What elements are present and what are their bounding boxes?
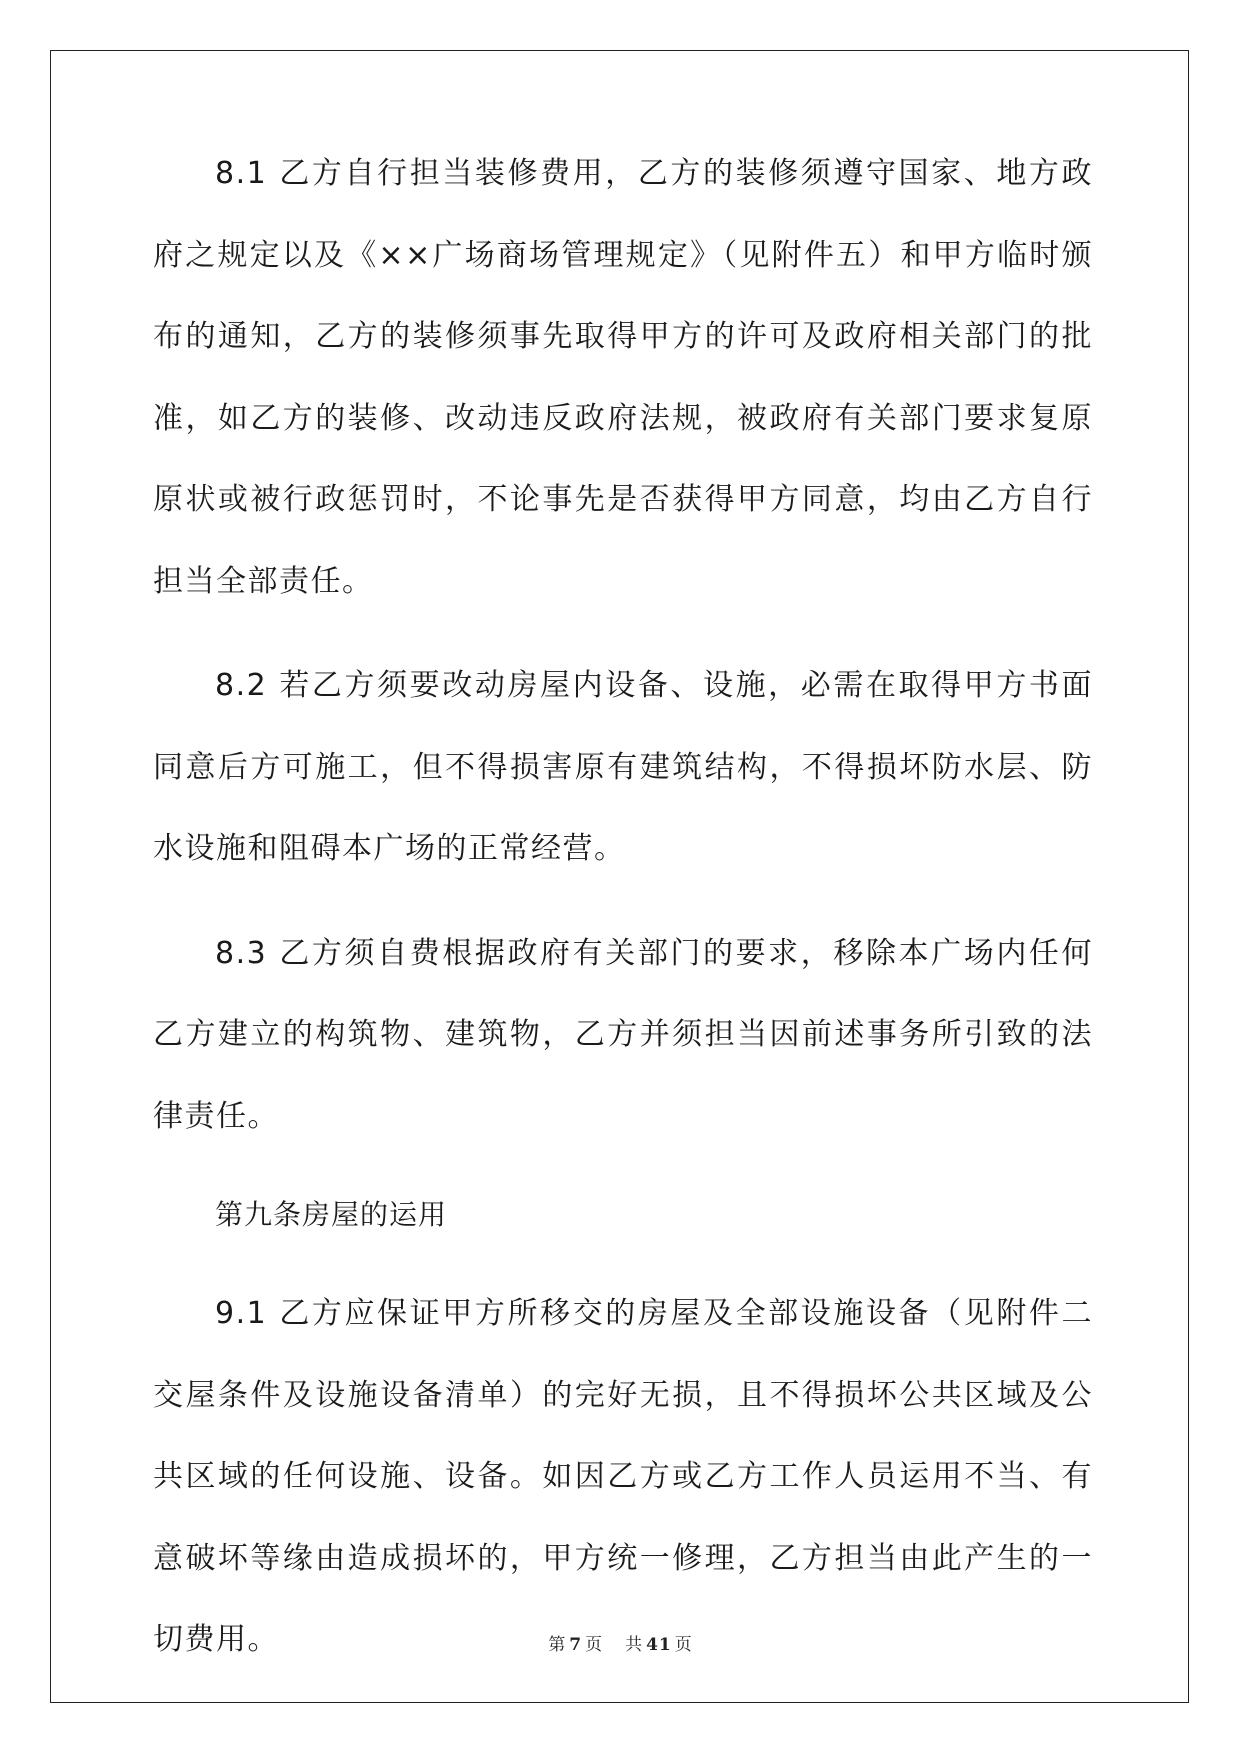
page-footer <box>0 1630 1241 1655</box>
paragraph-8-1: 8.1 乙方自行担当装修费用，乙方的装修须遵守国家、地方政府之规定以及《××广场商场管理规定》（见附件五）和甲方临时颁布的通知，乙方的装修须事先取得甲方的许可及政府相关部门的批准，如乙方的装修、改动违反政府法规，被政府有关部门要求复原原状或被行政惩罚时，不论事先是否获得甲方同意，均由乙方自行担当全部责任。 <box>153 156 1093 599</box>
paragraph-8-3: 8.3 乙方须自费根据政府有关部门的要求，移除本广场内任何乙方建立的构筑物、建筑物，乙方并须担当因前述事务所引致的法律责任。 <box>153 935 1093 1134</box>
page-number: 7 <box>569 1635 583 1655</box>
page-prefix: 第 <box>548 1635 567 1655</box>
total-pages: 41 <box>646 1635 672 1655</box>
total-prefix: 共 <box>625 1635 644 1655</box>
total-suffix: 页 <box>674 1635 693 1655</box>
page-suffix: 页 <box>585 1635 604 1655</box>
paragraph-8-2: 8.2 若乙方须要改动房屋内设备、设施，必需在取得甲方书面同意后方可施工，但不得损害原有建筑结构，不得损坏防水层、防水设施和阻碍本广场的正常经营。 <box>153 668 1093 866</box>
paragraph-9-1: 9.1 乙方应保证甲方所移交的房屋及全部设施设备（见附件二交屋条件及设施设备清单）的完好无损，且不得损坏公共区域及公共区域的任何设施、设备。如因乙方或乙方工作人员运用不当、有意破坏等缘由造成损坏的，甲方统一修理，乙方担当由此产生的一切费用。 <box>153 1296 1093 1657</box>
article-heading: 第九条房屋的运用 <box>215 1198 448 1231</box>
document-body <box>153 156 1093 1704</box>
